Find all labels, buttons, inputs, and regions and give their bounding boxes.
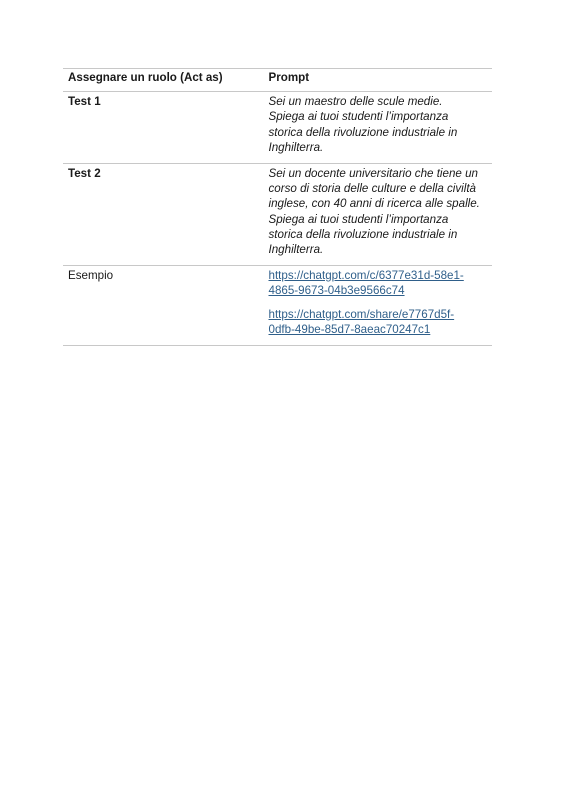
table-row	[63, 92, 492, 164]
row-label-test-1: Test 1	[68, 95, 101, 109]
header-role: Assegnare un ruolo (Act as)	[68, 71, 223, 84]
share-link[interactable]: https://chatgpt.com/share/e7767d5f-0dfb-49be-85d7-8aeac70247c1	[268, 307, 455, 336]
chat-link[interactable]: https://chatgpt.com/c/6377e31d-58e1-4865-9673-04b3e9566c74	[268, 269, 464, 298]
table-header-row	[63, 69, 492, 92]
row-prompt-test-2: Sei un docente universitario che tiene un corso di storia delle culture e della civiltà inglese, con 40 anni di ricerca alle spalle. Spiega ai tuoi studenti l’importanza storica della rivoluzione industriale in Inghilterra.	[268, 167, 480, 257]
prompt-table	[63, 68, 492, 346]
row-label-esempio: Esempio	[68, 269, 114, 283]
table-row	[63, 266, 492, 346]
row-label-test-2: Test 2	[68, 167, 101, 181]
table-row	[63, 164, 492, 266]
row-links-esempio	[264, 266, 493, 346]
header-prompt: Prompt	[268, 71, 310, 84]
row-prompt-test-1: Sei un maestro delle scule medie. Spiega ai tuoi studenti l’importanza storica della rivoluzione industriale in Inghilterra.	[268, 95, 458, 154]
